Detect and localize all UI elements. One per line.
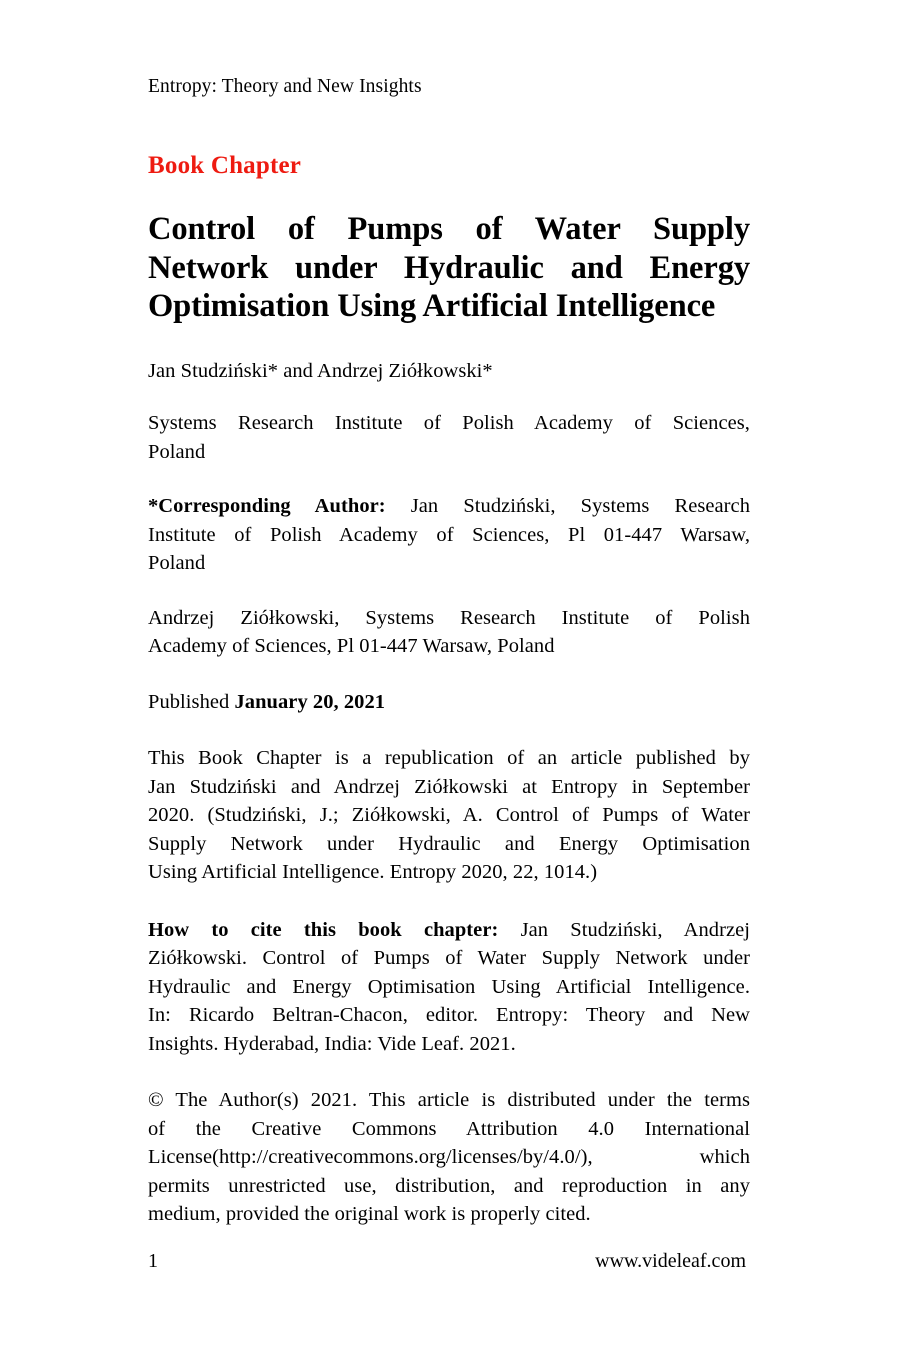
how-to-cite-line-2: Ziółkowski. Control of Pumps of Water Supply Network under (148, 947, 750, 969)
license-prefix: License( (148, 1146, 219, 1168)
copyright-license (148, 1086, 750, 1229)
license-suffix: ), (580, 1146, 593, 1168)
copyright-line-1: © The Author(s) 2021. This article is distributed under the terms (148, 1089, 750, 1111)
corresponding-author-line-1 (148, 492, 750, 521)
how-to-cite-line-5: Insights. Hyderabad, India: Vide Leaf. 2021. (148, 1032, 516, 1055)
corresponding-author (148, 492, 750, 578)
corresponding-author-text-1: Jan Studziński, Systems Research (385, 495, 750, 517)
copyright-line-3 (148, 1143, 750, 1172)
corresponding-author-line-2: Institute of Polish Academy of Sciences, Pl 01-447 Warsaw, (148, 523, 750, 546)
title-line-3: Optimisation Using Artificial Intelligence (148, 288, 716, 324)
how-to-cite-label: How to cite this book chapter: (148, 918, 499, 941)
title-line-2: Network under Hydraulic and Energy (148, 249, 750, 286)
affiliation-line-2: Poland (148, 440, 206, 463)
how-to-cite (148, 916, 750, 1059)
second-author-affiliation (148, 604, 750, 661)
corresponding-author-label: *Corresponding Author: (148, 495, 386, 517)
how-to-cite-line-3: Hydraulic and Energy Optimisation Using Artificial Intelligence. (148, 975, 750, 998)
page-footer (148, 1248, 750, 1274)
license-url-group (148, 1146, 593, 1168)
copyright-line-2: of the Creative Commons Attribution 4.0 International (148, 1117, 750, 1140)
republication-line-1: This Book Chapter is a republication of an article published by (148, 747, 750, 769)
license-url: http://creativecommons.org/licenses/by/4.0/ (218, 1146, 581, 1168)
how-to-cite-line-4: In: Ricardo Beltran-Chacon, editor. Entropy: Theory and New (148, 1004, 750, 1026)
republication-line-2: Jan Studziński and Andrzej Ziółkowski at Entropy in September (148, 775, 750, 798)
second-author-line-2: Academy of Sciences, Pl 01-447 Warsaw, Poland (148, 635, 555, 657)
footer-website: www.videleaf.com (595, 1250, 746, 1272)
license-line3-tail: which (699, 1146, 750, 1168)
published-prefix: Published (148, 690, 235, 713)
copyright-line-4: permits unrestricted use, distribution, and reproduction in any (148, 1174, 750, 1197)
republication-line-4: Supply Network under Hydraulic and Energy Optimisation (148, 832, 750, 855)
author-byline-text: Jan Studziński* and Andrzej Ziółkowski* (148, 359, 493, 382)
republication-note (148, 744, 750, 887)
title-line-1: Control of Pumps of Water Supply (148, 211, 750, 247)
author-byline (148, 357, 750, 386)
corresponding-author-line-3: Poland (148, 552, 206, 574)
republication-line-3: 2020. (Studziński, J.; Ziółkowski, A. Control of Pumps of Water (148, 804, 750, 826)
affiliation-line-1: Systems Research Institute of Polish Academy of Sciences, (148, 412, 750, 434)
affiliation (148, 409, 750, 466)
published-date (148, 688, 750, 717)
how-to-cite-text-1: Jan Studziński, Andrzej (498, 918, 750, 941)
published-date-value: January 20, 2021 (234, 690, 386, 713)
page-number: 1 (148, 1250, 158, 1272)
running-head: Entropy: Theory and New Insights (148, 76, 422, 97)
page-title (148, 210, 750, 326)
book-chapter-label: Book Chapter (148, 152, 302, 179)
second-author-line-1: Andrzej Ziółkowski, Systems Research Institute of Polish (148, 606, 750, 629)
copyright-line-5: medium, provided the original work is properly cited. (148, 1203, 591, 1225)
how-to-cite-line-1 (148, 916, 750, 945)
page-content-column (148, 0, 750, 1249)
republication-line-5: Using Artificial Intelligence. Entropy 2020, 22, 1014.) (148, 861, 598, 883)
